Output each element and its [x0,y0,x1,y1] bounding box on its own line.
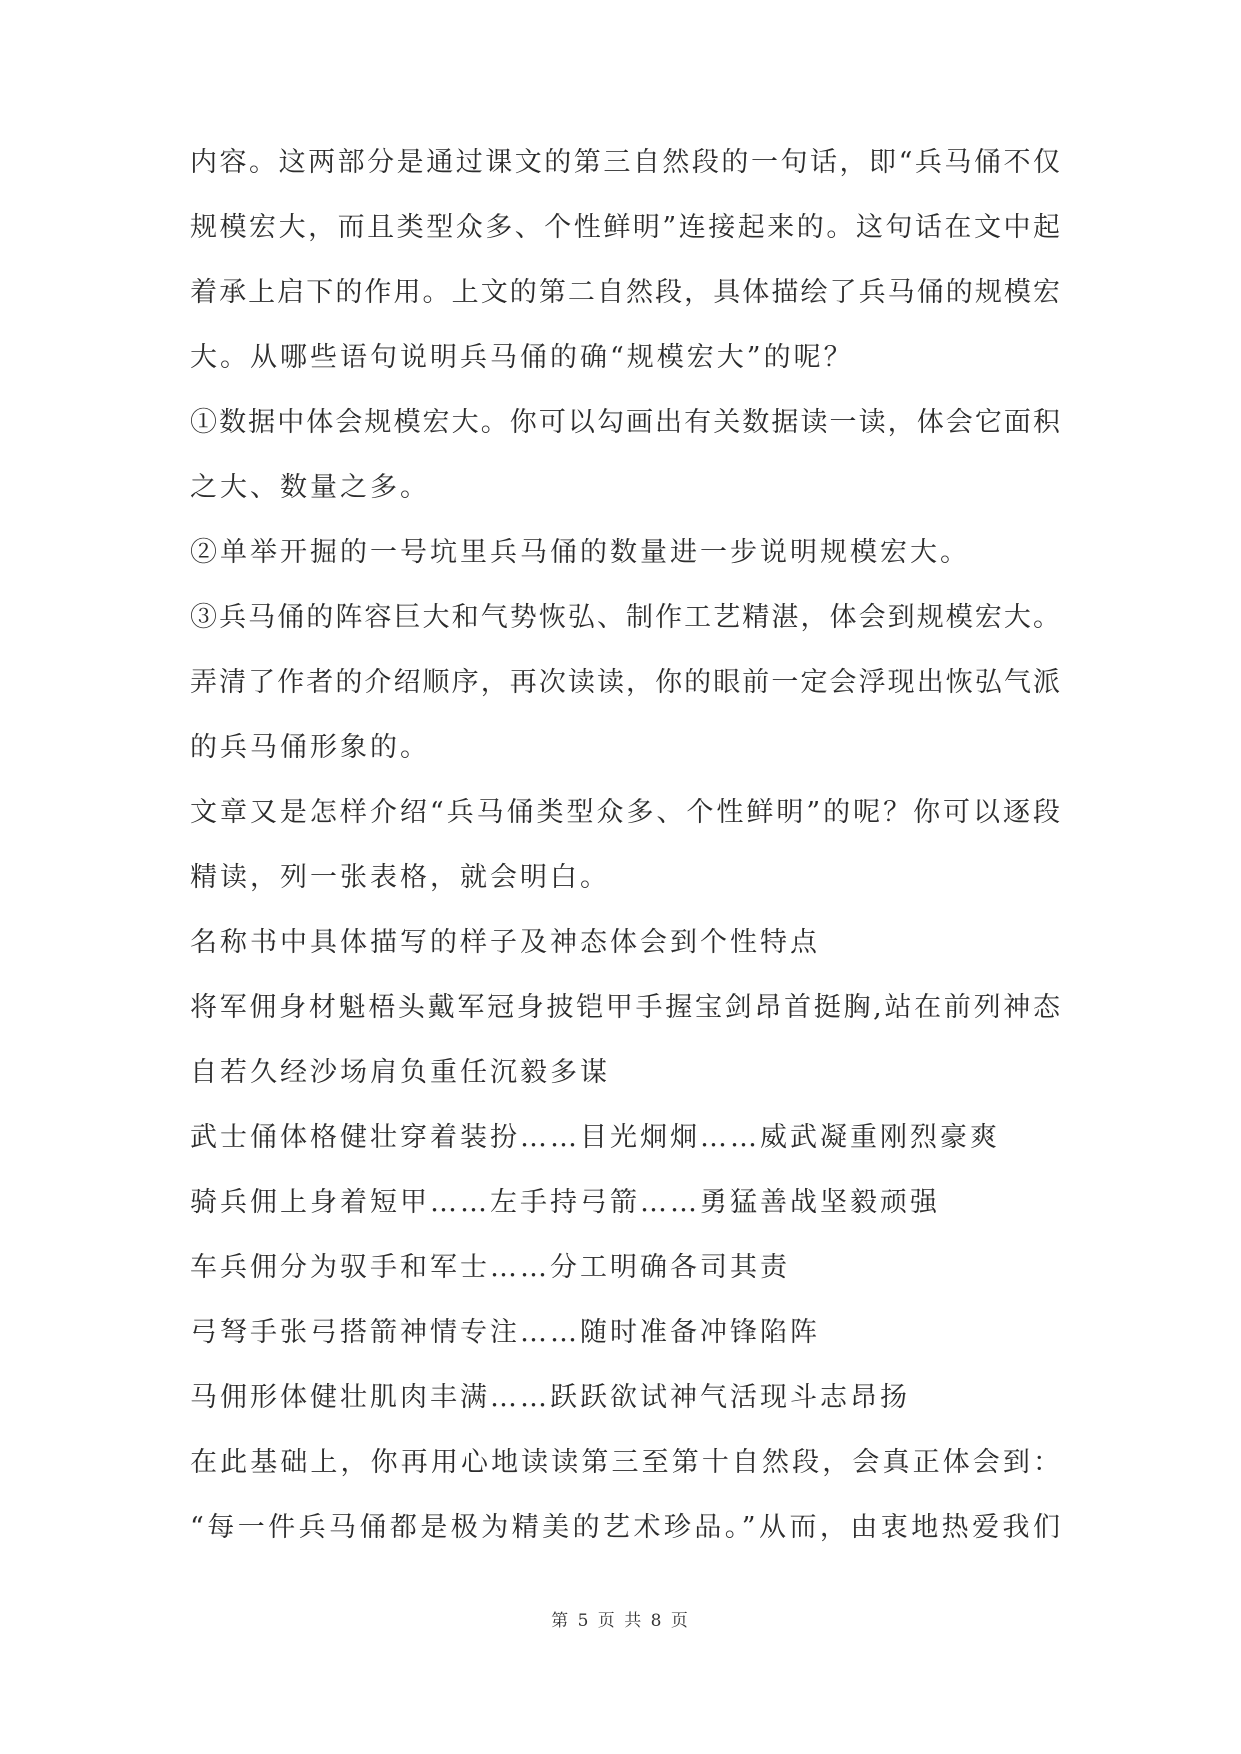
paragraph-line: 着承上启下的作用。上文的第二自然段，具体描绘了兵马俑的规模宏 [190,277,1060,308]
page-number-footer: 第 5 页 共 8 页 [551,1611,690,1631]
paragraph-line: 大。从哪些语句说明兵马俑的确“规模宏大”的呢？ [190,342,854,373]
list-item-2: ②单举开掘的一号坑里兵马俑的数量进一步说明规模宏大。 [190,537,970,568]
table-row-line: 自若久经沙场肩负重任沉毅多谋 [190,1057,610,1088]
paragraph-line: “每一件兵马俑都是极为精美的艺术珍品。”从而，由衷地热爱我们 [190,1512,1060,1543]
paragraph-line: 文章又是怎样介绍“兵马俑类型众多、个性鲜明”的呢？你可以逐段 [190,797,1060,828]
table-row-line: 武士俑体格健壮穿着装扮……目光炯炯……威武凝重刚烈豪爽 [190,1122,1000,1153]
paragraph-line: 之大、数量之多。 [190,472,430,503]
list-item-1: ①数据中体会规模宏大。你可以勾画出有关数据读一读，体会它面积 [190,407,1060,438]
paragraph-line: 在此基础上，你再用心地读读第三至第十自然段，会真正体会到： [190,1447,1060,1478]
paragraph-line: 规模宏大，而且类型众多、个性鲜明”连接起来的。这句话在文中起 [190,212,1060,243]
list-item-3: ③兵马俑的阵容巨大和气势恢弘、制作工艺精湛，体会到规模宏大。 [190,602,1060,633]
table-row-line: 车兵佣分为驭手和军士……分工明确各司其责 [190,1252,790,1283]
table-row-line: 马佣形体健壮肌肉丰满……跃跃欲试神气活现斗志昂扬 [190,1382,910,1413]
paragraph-line: 弄清了作者的介绍顺序，再次读读，你的眼前一定会浮现出恢弘气派 [190,667,1060,698]
table-row-line: 骑兵佣上身着短甲……左手持弓箭……勇猛善战坚毅顽强 [190,1187,940,1218]
table-header-line: 名称书中具体描写的样子及神态体会到个性特点 [190,927,820,958]
table-row-line: 弓弩手张弓搭箭神情专注……随时准备冲锋陷阵 [190,1317,820,1348]
paragraph-line: 的兵马俑形象的。 [190,732,430,763]
paragraph-line: 精读，列一张表格，就会明白。 [190,862,610,893]
document-body [190,130,1060,1560]
paragraph-line: 内容。这两部分是通过课文的第三自然段的一句话，即“兵马俑不仅 [190,147,1060,178]
table-row-line: 将军佣身材魁梧头戴军冠身披铠甲手握宝剑昂首挺胸,站在前列神态 [190,992,1060,1023]
